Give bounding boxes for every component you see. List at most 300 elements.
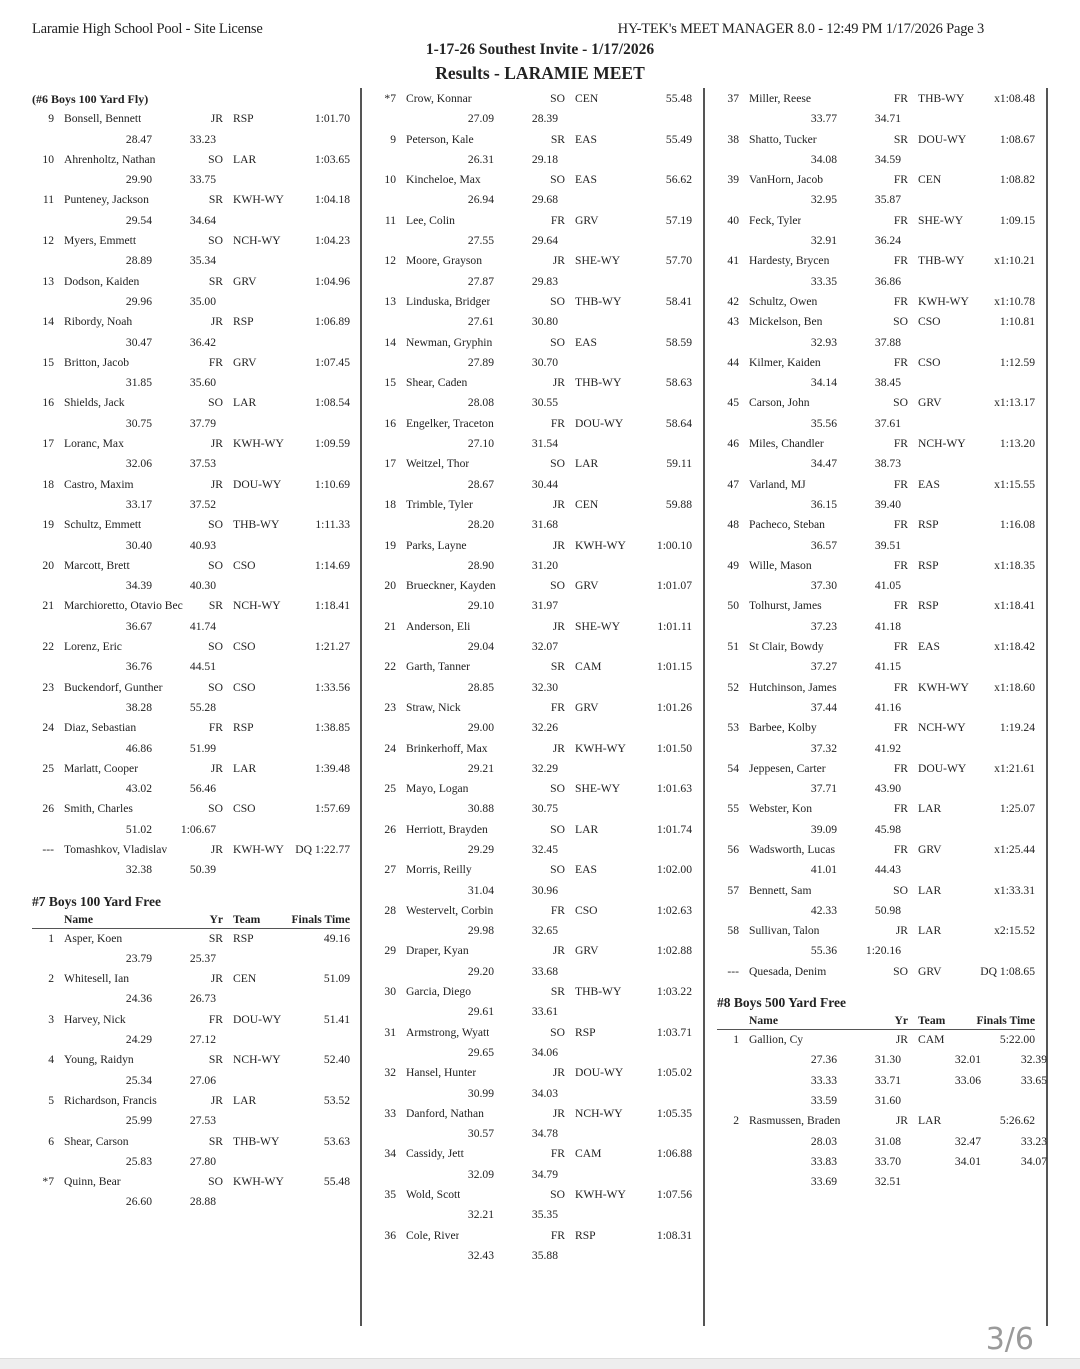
swimmer-team: CSO [233,558,256,572]
result-row [717,393,1035,413]
result-row [717,211,1035,231]
finals-time: x1:08.48 [994,92,1035,105]
finals-time: 56.62 [665,173,692,187]
split-time: 44.51 [189,660,216,674]
column-divider [360,88,362,1326]
swimmer-team: CEN [575,497,599,511]
split-row [32,373,350,393]
swimmer-year: SO [208,558,223,572]
result-place: 12 [42,234,54,248]
result-row [374,860,692,880]
result-row [374,779,692,799]
swimmer-name: Brinkerhoff, Max [406,741,488,755]
swimmer-name: Castro, Maxim [64,477,134,491]
result-row [32,1010,350,1030]
split-time: 29.54 [125,213,152,227]
swimmer-name: Schultz, Emmett [64,518,142,532]
result-place: 18 [42,477,54,491]
swimmer-year: SO [550,863,565,877]
result-row [374,373,692,393]
split-row [32,657,350,677]
finals-time: 1:04.23 [314,234,350,248]
result-place: 2 [733,1114,739,1128]
swimmer-year: SO [208,640,223,654]
split-time: 33.23 [1020,1134,1047,1148]
swimmer-team: RSP [233,721,254,735]
split-time: 32.06 [125,457,152,471]
finals-time: x1:18.35 [994,558,1035,572]
finals-time: 1:01.50 [656,741,692,755]
finals-time: 1:08.54 [314,396,350,410]
swimmer-name: Jeppesen, Carter [749,761,826,775]
split-row [32,414,350,434]
split-time: 32.65 [531,924,558,938]
swimmer-team: GRV [575,700,599,714]
finals-time: 1:01.63 [656,782,692,796]
result-place: 20 [384,579,396,593]
swimmer-year: FR [893,640,908,654]
finals-time: 1:09.15 [999,213,1035,227]
swimmer-name: Punteney, Jackson [64,193,149,207]
split-time: 29.64 [531,234,558,248]
result-place: 49 [727,558,739,572]
swimmer-year: SO [550,457,565,471]
swimmer-year: JR [552,254,565,268]
swimmer-team: CSO [233,680,256,694]
result-place: 11 [384,213,396,227]
split-time: 25.99 [125,1114,152,1128]
split-row [374,1043,692,1063]
result-row [32,353,350,373]
swimmer-year: SO [550,579,565,593]
split-time: 36.15 [810,497,837,511]
split-time: 37.52 [189,497,216,511]
result-row [717,921,1035,941]
finals-time: 1:08.67 [999,132,1035,146]
swimmer-year: JR [210,477,223,491]
split-row [717,820,1035,840]
result-place: 10 [42,152,54,166]
result-row [717,556,1035,576]
split-row [717,333,1035,353]
finals-time: 1:01.11 [657,619,692,633]
result-row [32,840,350,860]
split-time: 41.15 [874,660,901,674]
split-time: 33.06 [954,1073,981,1087]
swimmer-name: Shatto, Tucker [749,132,817,146]
swimmer-name: Wadsworth, Lucas [749,842,835,856]
swimmer-name: Kincheloe, Max [406,173,481,187]
swimmer-name: Britton, Jacob [64,355,130,369]
split-time: 31.08 [874,1134,901,1148]
swimmer-team: LAR [575,457,599,471]
split-time: 30.75 [531,802,558,816]
split-row [32,779,350,799]
finals-time: 1:02.63 [656,903,692,917]
split-time: 34.14 [810,376,837,390]
split-row [374,556,692,576]
result-row [32,515,350,535]
finals-time: x1:33.31 [994,883,1035,897]
swimmer-year: SO [893,396,908,410]
split-row [717,941,1035,961]
swimmer-team: EAS [575,335,597,349]
swimmer-year: JR [210,315,223,329]
swimmer-team: CAM [575,660,602,674]
split-time: 31.30 [874,1053,901,1067]
swimmer-year: FR [893,680,908,694]
finals-time: 1:11.33 [315,518,350,532]
swimmer-team: NCH-WY [575,1106,623,1120]
split-row [374,840,692,860]
split-row [717,1091,1035,1111]
split-time: 55.36 [810,944,837,958]
swimmer-name: Bonsell, Bennett [64,112,142,126]
split-row [717,1172,1035,1192]
split-time: 28.88 [189,1195,216,1209]
split-time: 37.32 [810,741,837,755]
result-place: 4 [48,1053,54,1067]
swimmer-team: KWH-WY [575,741,626,755]
swimmer-team: DOU-WY [575,1066,624,1080]
result-place: 22 [42,640,54,654]
swimmer-team: CAM [575,1147,602,1161]
swimmer-year: FR [893,842,908,856]
split-time: 27.12 [189,1033,216,1047]
finals-time: DQ 1:08.65 [980,964,1035,978]
result-place: 25 [42,761,54,775]
result-place: 43 [727,315,739,329]
swimmer-team: KWH-WY [233,193,284,207]
split-time: 33.75 [189,173,216,187]
result-place: 58 [727,924,739,938]
split-time: 34.78 [531,1127,558,1141]
swimmer-year: FR [550,700,565,714]
swimmer-name: Webster, Kon [749,802,812,816]
event-title-continued: (#6 Boys 100 Yard Fly) [32,92,149,106]
result-row [32,272,350,292]
result-place: 52 [727,680,739,694]
split-time: 30.88 [467,802,494,816]
split-time: 28.89 [125,254,152,268]
swimmer-year: JR [552,1066,565,1080]
swimmer-team: GRV [233,274,257,288]
swimmer-name: Crow, Konnar [406,92,472,105]
split-row [374,718,692,738]
split-time: 29.61 [467,1005,494,1019]
split-time: 25.37 [189,951,216,965]
result-place: 42 [727,294,739,308]
split-row [374,150,692,170]
result-row [717,1111,1035,1131]
split-row [717,109,1035,129]
swimmer-year: FR [550,213,565,227]
split-time: 35.88 [531,1248,558,1262]
swimmer-name: Bennett, Sam [749,883,812,897]
split-time: 38.73 [874,457,901,471]
result-row [32,190,350,210]
swimmer-team: DOU-WY [575,416,624,430]
split-time: 39.51 [874,538,901,552]
split-time: 40.93 [189,538,216,552]
split-time: 29.96 [125,294,152,308]
swimmer-name: Quesada, Denim [749,964,827,978]
swimmer-year: SO [208,680,223,694]
column-header-row [717,1012,1035,1030]
split-time: 29.21 [467,761,494,775]
split-time: 30.47 [125,335,152,349]
finals-time: x1:25.44 [994,842,1035,856]
split-time: 1:06.67 [180,822,216,836]
swimmer-team: THB-WY [918,254,965,268]
split-time: 36.86 [874,274,901,288]
split-row [32,820,350,840]
split-time: 29.04 [467,640,494,654]
finals-time: 52.40 [323,1053,350,1067]
split-time: 27.36 [810,1053,837,1067]
swimmer-team: LAR [918,924,942,938]
results-column-1 [32,89,350,1213]
split-time: 27.61 [467,315,494,329]
result-place: 53 [727,721,739,735]
swimmer-team: EAS [918,477,940,491]
result-place: 29 [384,944,396,958]
swimmer-team: THB-WY [575,294,622,308]
swimmer-name: Weitzel, Thor [406,457,470,471]
swimmer-name: Cassidy, Jett [406,1147,464,1161]
split-row [32,989,350,1009]
finals-time: 1:03.71 [656,1025,692,1039]
split-row [32,1030,350,1050]
result-row [32,393,350,413]
split-row [717,495,1035,515]
results-title: Results - LARAMIE MEET [435,63,645,83]
result-row [374,211,692,231]
split-time: 36.67 [125,619,152,633]
finals-time: 1:04.96 [314,274,350,288]
swimmer-name: Carson, John [749,396,810,410]
split-time: 29.98 [467,924,494,938]
swimmer-team: THB-WY [575,376,622,390]
split-time: 56.46 [189,782,216,796]
swimmer-year: JR [552,619,565,633]
finals-time: 5:26.62 [999,1114,1035,1128]
swimmer-name: Draper, Kyan [406,944,469,958]
result-place: 18 [384,497,396,511]
swimmer-year: SO [550,1188,565,1202]
split-time: 32.91 [810,234,837,248]
split-time: 28.03 [810,1134,837,1148]
split-row [32,1071,350,1091]
finals-time: 1:07.56 [656,1188,692,1202]
result-place: 37 [727,92,739,105]
finals-time: x1:13.17 [994,396,1035,410]
split-time: 29.20 [467,964,494,978]
results-column-3 [717,89,1047,1192]
split-row [32,739,350,759]
swimmer-year: SO [550,335,565,349]
swimmer-name: Shear, Caden [406,376,468,390]
split-time: 28.47 [125,132,152,146]
swimmer-team: NCH-WY [233,234,281,248]
split-time: 32.45 [531,842,558,856]
split-row [717,536,1035,556]
swimmer-year: SR [208,274,223,288]
result-place: 50 [727,599,739,613]
swimmer-team: GRV [575,944,599,958]
swimmer-team: CSO [233,640,256,654]
swimmer-year: SR [550,660,565,674]
result-place: 26 [384,822,396,836]
result-row [717,1030,1035,1050]
finals-time: 1:01.15 [656,660,692,674]
swimmer-year: SO [893,883,908,897]
column-header-team: Team [918,1014,946,1028]
split-time: 34.59 [874,152,901,166]
split-time: 34.71 [874,112,901,126]
split-time: 39.40 [874,497,901,511]
split-time: 36.76 [125,660,152,674]
split-time: 29.83 [531,274,558,288]
split-time: 36.57 [810,538,837,552]
result-place: 16 [42,396,54,410]
swimmer-year: FR [893,213,908,227]
result-place: 41 [727,254,739,268]
split-row [374,1124,692,1144]
swimmer-team: THB-WY [918,92,965,105]
swimmer-year: FR [893,477,908,491]
split-time: 51.99 [189,741,216,755]
result-place: --- [42,842,54,856]
result-place: 38 [727,132,739,146]
result-place: 15 [384,376,396,390]
result-place: 45 [727,396,739,410]
result-place: 17 [384,457,396,471]
result-place: 24 [384,741,396,755]
swimmer-year: FR [893,92,908,105]
split-row [717,1132,1047,1152]
split-time: 32.39 [1020,1053,1047,1067]
swimmer-year: FR [550,903,565,917]
swimmer-year: FR [893,802,908,816]
finals-time: 1:33.56 [314,680,350,694]
split-row [374,515,692,535]
split-time: 32.93 [810,335,837,349]
split-time: 34.39 [125,579,152,593]
split-time: 38.28 [125,700,152,714]
finals-time: 53.52 [323,1093,350,1107]
swimmer-year: SO [550,92,565,105]
swimmer-year: FR [893,599,908,613]
split-time: 28.39 [531,112,558,126]
split-time: 32.29 [531,761,558,775]
split-row [374,759,692,779]
split-time: 29.18 [531,152,558,166]
swimmer-name: Armstrong, Wyatt [406,1025,490,1039]
swimmer-team: RSP [233,931,254,945]
swimmer-name: Cole, River [406,1228,460,1242]
finals-time: 1:08.31 [656,1228,692,1242]
split-row [717,657,1035,677]
split-time: 33.65 [1020,1073,1047,1087]
split-row [717,1152,1047,1172]
result-place: --- [727,964,739,978]
swimmer-name: Ahrenholtz, Nathan [64,152,156,166]
split-row [374,921,692,941]
swimmer-team: KWH-WY [575,1188,626,1202]
result-place: 28 [384,903,396,917]
finals-time: 59.11 [666,457,692,471]
split-time: 37.30 [810,579,837,593]
finals-time: 1:38.85 [314,721,350,735]
split-time: 41.92 [874,741,901,755]
result-place: 47 [727,477,739,491]
split-time: 29.65 [467,1045,494,1059]
split-row [374,678,692,698]
swimmer-year: FR [893,558,908,572]
swimmer-year: SO [893,315,908,329]
swimmer-team: GRV [575,579,599,593]
split-time: 26.94 [467,193,494,207]
swimmer-year: JR [895,1033,908,1047]
finals-time: 1:10.69 [314,477,350,491]
swimmer-team: KWH-WY [233,1175,284,1189]
finals-time: x1:21.61 [994,761,1035,775]
split-time: 25.83 [125,1154,152,1168]
split-time: 50.98 [874,903,901,917]
split-time: 41.16 [874,700,901,714]
split-row [374,1165,692,1185]
swimmer-year: JR [552,376,565,390]
split-time: 41.74 [189,619,216,633]
result-place: 31 [384,1025,396,1039]
swimmer-team: DOU-WY [233,1012,282,1026]
result-row [32,969,350,989]
finals-time: 1:03.22 [656,985,692,999]
swimmer-name: Miles, Chandler [749,437,824,451]
split-row [717,1050,1047,1070]
swimmer-team: SHE-WY [575,619,621,633]
split-time: 36.42 [189,335,216,349]
split-time: 37.88 [874,335,901,349]
split-time: 29.90 [125,173,152,187]
column-header-time: Finals Time [976,1014,1035,1028]
swimmer-name: Mickelson, Ben [749,315,823,329]
split-time: 24.36 [125,992,152,1006]
swimmer-year: SR [208,1053,223,1067]
swimmer-name: Shear, Carson [64,1134,129,1148]
result-place: 22 [384,660,396,674]
split-row [32,251,350,271]
result-row [374,495,692,515]
split-row [374,434,692,454]
swimmer-name: Gallion, Cy [749,1033,804,1047]
swimmer-name: Marchioretto, Otavio Bec [64,599,183,613]
finals-time: 1:39.48 [314,761,350,775]
swimmer-name: Mayo, Logan [406,782,469,796]
column-header-time: Finals Time [291,912,350,926]
result-row [374,333,692,353]
split-time: 37.61 [874,416,901,430]
split-row [717,373,1035,393]
swimmer-team: LAR [575,822,599,836]
swimmer-team: CSO [233,802,256,816]
result-place: 23 [384,700,396,714]
swimmer-team: THB-WY [575,985,622,999]
swimmer-name: Trimble, Tyler [406,497,473,511]
result-row [374,901,692,921]
swimmer-name: Wille, Mason [749,558,812,572]
